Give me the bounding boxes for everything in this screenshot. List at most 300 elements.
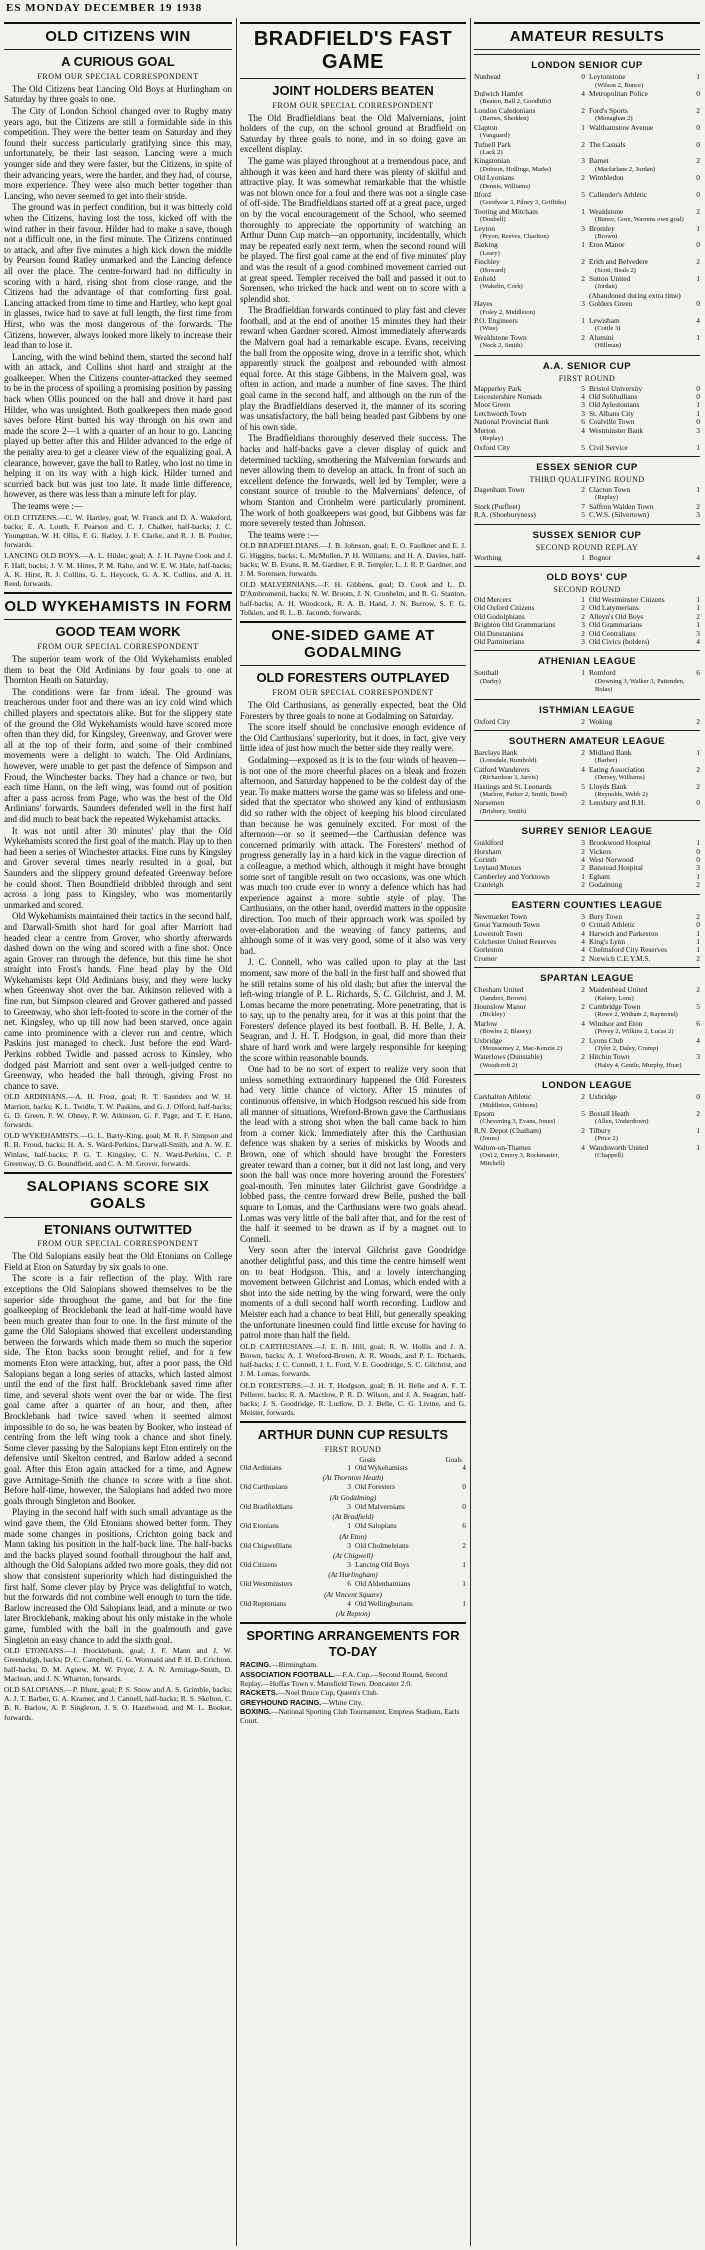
home-scorers: (Dennis, Williams) <box>480 182 531 190</box>
home-team: Lowestoft Town <box>474 928 523 938</box>
home-scorers: (Beaton, Ball 2, Goodliffe) <box>480 98 552 106</box>
home-team: Guildford <box>474 838 504 848</box>
home-goals: 1 <box>581 206 585 216</box>
home-goals: 1 <box>581 668 585 678</box>
result-row <box>474 292 700 300</box>
home-team: Old Godolphians <box>474 611 525 621</box>
home-goals: 2 <box>581 880 585 890</box>
byline: FROM OUR SPECIAL CORRESPONDENT <box>37 642 199 652</box>
away-goals: 1 <box>696 603 700 613</box>
result-row <box>240 1580 466 1588</box>
away-team: Old Solihullians <box>589 392 638 402</box>
home-scorers: (Chevening 3, Evans, Jones) <box>480 1118 556 1126</box>
away-goals: 0 <box>696 798 700 808</box>
home-goals: 5 <box>581 781 585 791</box>
away-team: Old Civics (holders) <box>589 636 650 646</box>
result-row <box>474 1003 700 1020</box>
home-scorers: (Howard) <box>480 266 506 274</box>
divider <box>474 894 700 895</box>
home-scorers: (Vanguard) <box>480 132 510 140</box>
home-team: Catford Wanderers (Richardson 3, Jarvis) <box>474 766 575 783</box>
result-row <box>474 225 700 242</box>
divider <box>474 650 700 651</box>
home-team: Leicestershire Nomads <box>474 392 542 402</box>
home-team: Old Etonians <box>240 1521 279 1531</box>
home-scorers: (Replay) <box>480 435 504 443</box>
away-team: Old Aylestonians <box>589 400 640 410</box>
away-team: Midland Bank (Barber) <box>589 749 690 766</box>
section-round: FIRST ROUND <box>558 373 616 383</box>
home-scorers: (Wakelin, Cork) <box>480 283 523 291</box>
result-row <box>474 1037 700 1054</box>
home-goals: 2 <box>581 846 585 856</box>
away-scorers: (Rowe 2, Witham 2, Raymond) <box>595 1011 678 1019</box>
home-goals: 2 <box>581 798 585 808</box>
paragraph: Old Wykehamists maintained their tactics in the second half, and Darwall-Smith shot hard for goal after Marriott had headed clear a centre from Grover, who shortly afterwards dashed down on the wing and scored with a fine shot. Once again Grover ran through the defence, but this time he shot straight into Frost's hands. Fine head play by the Old Wykehamists kept Old Ardinians busy, and they were lucky when Greenway shot over the bar. Atkinson relieved with a fine run, but Simpson cleared and Grover gathered and passed to Greenway, who shot left-footed to score in the corner of the net. Kingsley, who up till now had been starved, once again came into prominence with a clever run and centre, which Paskins just managed to check. Just before the end Ward-Perkins robbed Twidle and passed across to Kinsley, who dodged past Marriott and sent over a well-judged centre to Greenway, who headed the ball through, giving Frost no chance to save. <box>4 911 232 1091</box>
away-goals: 1 <box>696 748 700 757</box>
result-row <box>240 1600 466 1608</box>
subheadline: JOINT HOLDERS BEATEN <box>272 83 434 98</box>
home-goals: 5 <box>581 510 585 520</box>
away-scorers: (Downing 3, Walker 3, Pattenden, Bolas) <box>595 677 685 694</box>
headline: BRADFIELD'S FAST GAME <box>253 28 453 73</box>
home-team: Old Parmiterians <box>474 636 525 646</box>
column-rule <box>470 18 471 2246</box>
headline: OLD WYKEHAMISTS IN FORM <box>4 598 232 616</box>
result-row <box>474 881 700 889</box>
home-goals: 1 <box>581 871 585 881</box>
home-goals: 2 <box>581 1052 585 1062</box>
home-team: Finchley (Howard) <box>474 258 575 275</box>
home-team: Waterlows (Dunstable) (Woodcroft 2) <box>474 1053 575 1070</box>
away-goals: 0 <box>462 1501 466 1511</box>
home-team: Brighton Old Grammarians <box>474 620 556 630</box>
home-team: Mapperley Park <box>474 383 522 393</box>
result-row <box>474 839 700 847</box>
paragraph: The City of London School changed over to Rugby many years ago, but the Citizens are still a formidable side in this competition. They were the better team on Saturday and they found their success particularly gratifying since this may, unfortunately, be their last season. Lancing were a much younger side and they were faster, but the Citizens, in spite of their advancing years, were the harder, and they had, of course, more experience. They were also much better together than Lancing, who never seemed to get into their stride. <box>4 106 232 201</box>
home-goals: 5 <box>581 442 585 452</box>
home-team: Uxbridge (Moussemey 2, Mac-Kenzie 2) <box>474 1037 575 1054</box>
home-team: Old Dunstanians <box>474 628 524 638</box>
section-title: OLD BOYS' CUP <box>546 571 628 583</box>
home-team: Cromer <box>474 953 497 963</box>
fixture <box>240 1661 466 1670</box>
venue: (At Eton) <box>339 1531 367 1541</box>
sporting-list <box>240 1661 466 1725</box>
away-team: Crittall Athletic <box>589 920 636 930</box>
away-goals: 1 <box>696 72 700 82</box>
venue: (At Bradfield) <box>332 1512 374 1522</box>
away-team: King's Lynn <box>589 936 626 946</box>
column-2 <box>240 18 466 2246</box>
home-team: Hayes (Foley 2, Middleton) <box>474 300 575 317</box>
away-scorers: (Povey 2, Wilkins 2, Lucas 2) <box>595 1028 674 1036</box>
section-round: THIRD QUALIFYING ROUND <box>529 474 645 484</box>
team-list: OLD WYKEHAMISTS.—G. L. Barty-King, goal; M. R. F. Simpson and R. B. Froud, backs; H. A. S. Ward-Perkins, Darwall-Smith, and A. W. E. Winlaw, half-backs; P. G. T. Kingsley, C. N. Ward-Perkins, C. P. Greenway, D. G. Boundfield, and C. A. M. Grover, forwards. <box>4 1131 232 1168</box>
away-goals: 5 <box>696 1001 700 1011</box>
paragraph: The score is a fair reflection of the play. With rare exceptions the Old Salopians showed themselves to be the superior side throughout the game, and but for the fine goalkeeping of Brocklebank the lead at half-time would have been much greater than four to one. In the first minute of the game the Old Salopians showed that excellent understanding between the forwards which made them so much the superior side. The Eton backs soon brought relief, and for a few moments Eton were attacking, but, after a poor pass, the Old Salopians began a long series of attacks, which lasted almost until the end of the first half. Brocklebank saved time after time, and several shots went over the bar or wide. The first goal came after a quarter of an hour, and then, after Brocklebank had twice saved when it seemed almost impossible to do so, he was beaten by Booker, who instead of centring from the left wing took a chance and shot finely. Some clever passing by the Salopians kept Eton entirely on the defensive until Skelton centred, and Barlow added a second goal. After this Eton again attacked for a time, and Agnew gave Armitage-Smith the chance to score with a fine shot. Before half-time, however, the Salopians had added two more goals through Singleton and Booker. <box>4 1273 232 1506</box>
away-team: Uxbridge <box>589 1092 617 1102</box>
home-goals: 2 <box>581 716 585 726</box>
fixture-sport: BOXING. <box>240 1707 272 1717</box>
home-goals: 5 <box>581 383 585 393</box>
home-team: Norsemen (Brisbury, Smith) <box>474 799 575 816</box>
fixture-detail: —National Sporting Club Tournament, Empress Stadium, Earls Court. <box>240 1707 460 1725</box>
away-team: Windsor and Eton (Povey 2, Wilkins 2, Lucas 2) <box>589 1020 690 1037</box>
home-team: Stork (Purfleet) <box>474 501 521 511</box>
home-team: Enfield (Wakelin, Cork) <box>474 275 575 292</box>
home-team: Old Mercers <box>474 594 512 604</box>
home-goals: 3 <box>347 1540 351 1550</box>
home-scorers: (Darby) <box>480 677 501 685</box>
away-goals: 1 <box>462 1579 466 1589</box>
result-row <box>474 783 700 800</box>
home-team: Oxford City <box>474 442 510 452</box>
home-team: Marlow (Bowles 2, Blaney) <box>474 1020 575 1037</box>
away-scorers: (Kelsey, Lons) <box>595 994 634 1002</box>
away-goals: 0 <box>696 417 700 427</box>
fixture-sport: GREYHOUND RACING. <box>240 1697 322 1707</box>
byline: FROM OUR SPECIAL CORRESPONDENT <box>272 100 434 110</box>
subheadline: A CURIOUS GOAL <box>61 54 175 70</box>
home-goals: 3 <box>581 156 585 166</box>
away-team: Eton Manor <box>589 240 625 250</box>
result-row <box>474 946 700 954</box>
divider <box>474 730 700 731</box>
home-scorers: (Oxl 2, Emery 3, Rockmaster, Mitchell) <box>480 1152 560 1168</box>
home-team: Kingstonian (Dobson, Hollings, Marks) <box>474 157 575 174</box>
away-team: Lewisham (Cottle 3) <box>589 317 690 334</box>
team-list: OLD ARDINIANS.—A. H. Frost, goal; R. T. Saunders and W. H. Marriott, backs; K. L. Twidle, T. W. Paskins, and G. J. Offord, half-backs; G. D. Green, F. W. Ohney, P. W. Atkinson, G. F. Page, and T. F. Hann, forwards. <box>4 1092 232 1130</box>
home-scorers: (Dobson, Hollings, Marks) <box>480 165 552 173</box>
home-team: Carshalton Athletic (Middleton, Gibbons) <box>474 1093 575 1110</box>
away-scorers: (Macfarlane 2, Jordan) <box>595 165 656 173</box>
away-goals: 1 <box>462 1598 466 1608</box>
fixture <box>240 1689 466 1698</box>
away-goals: 4 <box>462 1462 466 1472</box>
away-team: Lensbury and R.H. <box>589 798 646 808</box>
home-goals: 3 <box>347 1482 351 1492</box>
home-goals: 4 <box>581 945 585 955</box>
away-goals: 1 <box>696 594 700 604</box>
away-goals: 2 <box>696 781 700 791</box>
home-team: Nunhead <box>474 72 501 82</box>
paragraph: The Old Bradfieldians beat the Old Malvernians, joint holders of the cup, on the school ground at Bradfield on Saturday by three goals to none, and in so doing gave an excellent display. <box>240 112 466 155</box>
paragraph: The score itself should be conclusive enough evidence of the Old Carthusians' superiority, but it does, in fact, give very little idea of just how much the better side they really were. <box>240 722 466 754</box>
away-goals: 1 <box>696 1125 700 1135</box>
divider <box>474 1074 700 1075</box>
divider <box>240 621 466 623</box>
section-title: SOUTHERN AMATEUR LEAGUE <box>508 736 666 747</box>
away-scorers: (Jordan) <box>595 283 617 291</box>
article-old-wykehamists <box>4 598 232 1168</box>
home-goals: 1 <box>581 316 585 326</box>
result-row <box>474 241 700 258</box>
away-team: Sutton United (Jordan) <box>589 275 690 292</box>
away-team: Old Centralians <box>589 628 636 638</box>
fixture-detail: —F.A. Cup.—Second Round, Second Replay.—Hoffas Town v. Mansfield Town. Doncaster 2.0. <box>240 1669 448 1688</box>
paragraph: The teams were :— <box>248 529 319 540</box>
home-goals: 4 <box>581 1018 585 1028</box>
home-team: Old Westminsters <box>240 1579 293 1589</box>
home-goals: 1 <box>581 552 585 562</box>
home-goals: 4 <box>581 1142 585 1152</box>
section-title: SPARTAN LEAGUE <box>540 973 634 985</box>
result-row <box>240 1542 466 1550</box>
home-goals: 6 <box>347 1579 351 1589</box>
home-team: Ilford (Goodyear 3, Pilney 3, Griffiths) <box>474 191 575 208</box>
venue: (At Chigwell) <box>332 1550 374 1560</box>
away-team: Old Latymerians <box>589 603 639 613</box>
away-scorers: (Brown) <box>595 232 618 240</box>
away-team: C.W.S. (Silvertown) <box>589 510 650 520</box>
away-team: Hitchin Town (Haley 4, Gentle, Murphy, Hoar) <box>589 1053 690 1070</box>
home-team: Tufnell Park (Lack 2) <box>474 141 575 158</box>
away-scorers: (Haley 4, Gentle, Murphy, Hoar) <box>595 1061 682 1069</box>
fixture-sport: ASSOCIATION FOOTBALL. <box>240 1669 336 1679</box>
fixture-detail: —White City. <box>321 1697 363 1707</box>
result-row <box>474 986 700 1003</box>
result-row <box>474 799 700 816</box>
paragraph: The game was played throughout at a tremendous pace, and although it was keen and hard there was plenty of skilful and attractive play. It was somewhat remarkable that the whistle was not blown once for a foul and there was not a single case of off-side. The Bradfieldians started off at a great pace, urged on by the vocal encouragement of the School, who seemed thoroughly to appreciate the opportunity of watching an Arthur Dunn Cup match—an opportunity, incidentally, which may be repeated early next term, when the second round will be played. The first goal came at the end of five minutes' play and was the result of a good combined movement carried out at great speed. Templer received the ball and passed it out to Sorensen, who tricked the back and went on to score with a splendid shot. <box>240 155 466 304</box>
away-team: Wandsworth United (Chappell) <box>589 1144 690 1169</box>
result-row <box>474 157 700 174</box>
away-goals: 0 <box>696 846 700 856</box>
result-row <box>474 418 700 426</box>
away-scorers: (Tyler 2, Daley, Crump) <box>595 1044 659 1052</box>
team-list: OLD BRADFIELDIANS.—J. B. Johnson, goal; E. O. Faulkner and E. J. G. Higgins, backs; L. McMullen, P. H. Williams, and H. A. Davies, half-backs; W. B. Evans, R. M. Gardner, F. R. Templer, L. J. R. P. Gardner, and J. M. Sorensen, forwards. <box>240 541 466 578</box>
section-title: LONDON SENIOR CUP <box>531 60 643 72</box>
away-team: Chelmsford City Reserves <box>589 945 668 955</box>
away-goals: 2 <box>696 880 700 890</box>
away-goals: 0 <box>696 122 700 132</box>
home-goals: 2 <box>581 139 585 149</box>
home-team: R.N. Depot (Chatham) (Jones) <box>474 1127 575 1144</box>
sporting-heading: SPORTING ARRANGEMENTS FOR TO-DAY <box>246 1628 460 1659</box>
away-goals: 2 <box>696 911 700 921</box>
away-team: Old Westminster Citizens <box>589 594 665 604</box>
away-goals: 1 <box>696 484 700 494</box>
subheadline: GOOD TEAM WORK <box>55 624 181 640</box>
home-goals: 3 <box>347 1501 351 1511</box>
result-row <box>474 258 700 275</box>
result-row <box>474 1144 700 1169</box>
divider <box>474 456 700 457</box>
team-list: OLD FORESTERS.—J. H. T. Hodgson, goal; B. H. Belle and A. F. T. Pellerer, backs; R. A. Mactlow, P. R. D. Wilson, and J. A. Seagran, half-backs; J. S. Goodridge, R. Ludlow, D. J. Belle, C. G. Livine, and G. Meister, forwards. <box>240 1380 466 1418</box>
home-goals: 1 <box>347 1462 351 1472</box>
away-scorers: (Chappell) <box>595 1152 624 1160</box>
article-bradfield <box>240 28 466 617</box>
away-team: Cambridge Town (Rowe 2, Witham 2, Raymond) <box>589 1003 690 1020</box>
away-goals: 1 <box>696 620 700 630</box>
section-title: EASTERN COUNTIES LEAGUE <box>511 899 663 911</box>
article-godalming <box>240 627 466 1417</box>
away-team: Metropolitan Police <box>589 89 648 99</box>
divider <box>4 1172 232 1174</box>
away-scorers: (Dersey, Williams) <box>595 774 645 782</box>
away-goals: 0 <box>696 89 700 99</box>
away-goals: 1 <box>696 442 700 452</box>
result-row <box>474 427 700 444</box>
away-scorers: (Allen, Underdown) <box>595 1118 649 1126</box>
away-goals: 1 <box>696 928 700 938</box>
away-goals: 0 <box>696 392 700 402</box>
divider <box>240 1622 466 1624</box>
divider <box>240 78 466 79</box>
away-goals: 2 <box>696 105 700 115</box>
result-row <box>474 554 700 562</box>
venue: (At Vincent Square) <box>324 1589 382 1599</box>
result-row <box>474 73 700 90</box>
home-goals: 3 <box>581 838 585 848</box>
divider <box>4 22 232 24</box>
home-team: Leyland Motors <box>474 863 522 873</box>
away-goals: 0 <box>696 299 700 309</box>
away-team: Westminster Bank <box>589 425 644 435</box>
section-title: ESSEX SENIOR CUP <box>536 461 638 473</box>
home-team: Hastings and St. Leonards (Marlow, Parker 2, Smith, Bond) <box>474 783 575 800</box>
away-team: Ford's Sports (Monaghan 2) <box>589 107 690 124</box>
away-team: Clacton Town (Replay) <box>589 486 690 503</box>
home-team: Worthing <box>474 552 502 562</box>
away-goals: 2 <box>462 1540 466 1550</box>
away-team: Lancing Old Boys <box>355 1559 410 1569</box>
home-goals: 2 <box>581 484 585 494</box>
home-goals: 2 <box>581 1125 585 1135</box>
home-team: P.O. Engineers (Wise) <box>474 317 575 334</box>
paragraph: The ground was in perfect condition, but it was bitterly cold when the Citizens, having lost the toss, kicked off with the wind rather in their favour. Hilder had to make a save, though not a difficult one, in the first minute. The Citizens continued to attack, and after five minutes a high kick down the middle by Pearson found Ratley unmarked and the Lancing defence all over the place. The centre-forward had no difficulty in scoring with a hard, rising shot from close range, and the Citizens had the advantage of that comforting first goal. Lancing attacked from time to time and Hartley, who kept goal in glasses, twice had to save at full length, the first time from Hirst, who was the most dangerous of the forwards. The Citizens, however, always looked more likely to increase their lead than to lose it. <box>4 202 232 351</box>
home-goals: 2 <box>581 173 585 183</box>
divider <box>474 49 700 50</box>
home-scorers: (Pryon, Reeves, Charlton) <box>480 232 549 240</box>
away-team: Old Wellingburians <box>355 1598 413 1608</box>
subheadline: OLD FORESTERS OUTPLAYED <box>256 670 450 686</box>
away-team: Lyons Club (Tyler 2, Daley, Crump) <box>589 1037 690 1054</box>
away-team: Lloyds Bank (Reynolds, Webb 2) <box>589 783 690 800</box>
section-round: SECOND ROUND <box>553 584 621 594</box>
away-goals: 3 <box>696 863 700 873</box>
fixture <box>240 1708 466 1725</box>
away-scorers: (Scott, Beals 2) <box>595 266 636 274</box>
home-goals: 2 <box>581 1092 585 1102</box>
result-row <box>474 511 700 519</box>
venue: (At Thornton Heath) <box>322 1473 384 1483</box>
divider <box>474 54 700 55</box>
away-team: Wimbledon <box>589 173 624 183</box>
away-goals: 1 <box>696 408 700 418</box>
result-row <box>474 1127 700 1144</box>
home-goals: 1 <box>581 594 585 604</box>
away-scorers: (Cottle 3) <box>595 325 621 333</box>
away-team: Saffron Walden Town <box>589 501 654 511</box>
result-row <box>474 191 700 208</box>
away-team: Vickers <box>589 846 612 856</box>
headline: ONE-SIDED GAME AT GODALMING <box>271 626 435 662</box>
home-scorers: (Goodyear 3, Pilney 3, Griffiths) <box>480 199 567 207</box>
away-goals: 2 <box>696 764 700 774</box>
away-goals: 2 <box>696 257 700 267</box>
result-row <box>240 1483 466 1491</box>
away-goals: 0 <box>696 1092 700 1102</box>
home-goals: 0 <box>581 920 585 930</box>
home-goals: 2 <box>581 603 585 613</box>
paragraph: The Bradfieldians thoroughly deserved their success. The backs and half-backs gave a clever display of quick and determined tackling, smothering the Malvernian forwards and never allowing them to develop an attack. In front of such an excellent defence the forwards, well led by Templer, were a constant source of trouble to the Malvernians' defence, of whom Stanton and Cronhelm were particularly prominent. The work of both goalkeepers was good, but Gibbens was far more severely tested than Johnson. <box>240 433 466 529</box>
away-goals: 1 <box>462 1559 466 1569</box>
home-goals: 3 <box>581 911 585 921</box>
away-scorers: (Replay) <box>595 494 619 502</box>
home-team: Old Bradfieldians <box>240 1501 293 1511</box>
home-team: Walton-on-Thames (Oxl 2, Emery 3, Rockmaster, Mitchell) <box>474 1144 575 1169</box>
home-goals: 2 <box>581 274 585 283</box>
away-team: Woking <box>589 716 613 726</box>
result-row <box>240 1503 466 1511</box>
home-team: Gorleston <box>474 945 504 955</box>
home-team: Old Oxford Citizens <box>474 603 535 613</box>
home-team: Leyton (Pryon, Reeves, Charlton) <box>474 225 575 242</box>
paragraph: The Old Carthusians, as generally expected, beat the Old Foresters by three goals to none at Godalming on Saturday. <box>240 700 466 721</box>
away-team: Maidenhead United (Kelsey, Lons) <box>589 986 690 1003</box>
section-title: A.A. SENIOR CUP <box>542 360 632 372</box>
section-title: ISTHMIAN LEAGUE <box>539 704 635 716</box>
paragraph: The conditions were far from ideal. The ground was treacherous under foot and there was an icy cold wind which chilled players and spectators alike. But for the slippery state of the ground the Old Wykehamists would have scored more often than they did, for Kingsley, Greenway, and Grover were all at the top of their form, and some of their combined movements were a delight to watch. The Old Ardinians, however, were unable to get past the defence of Simpson and Froud, the Winchester backs. They had a chance or two, but each time Hann, on the left wing, was found out of position after a pass across from Page, who was the best of the Old Ardinians' forwards. Saunders defended well in the first half and did much to beat back the repeated Wykehamist attacks. <box>4 686 232 824</box>
away-scorers: (Reynolds, Webb 2) <box>595 791 648 799</box>
away-team: Old Foresters <box>355 1482 396 1492</box>
team-list: OLD CITIZENS.—C. W. Hartley, goal; W. Franck and D. A. Wakeford, backs; E. A. Louth, F. Pearson and C. J. Chalker, half-backs; J. C. Youngman, W. H. Ollis, F. G. Ratley, J. F. Clarke, and R. J. B. Poulter, forwards. <box>4 512 232 550</box>
home-goals: 2 <box>581 953 585 963</box>
result-row <box>474 1093 700 1110</box>
fixture-detail: —Birmingham. <box>271 1660 318 1670</box>
home-goals: 3 <box>581 636 585 646</box>
home-goals: 1 <box>581 240 585 250</box>
home-goals: 4 <box>347 1598 351 1608</box>
away-team: Banstead Hospital <box>589 863 643 873</box>
home-team: Old Citizens <box>240 1559 278 1569</box>
away-scorers: (Bunce, Gore, Warrens own goal) <box>595 216 684 224</box>
home-team: Great Yarmouth Town <box>474 920 540 930</box>
home-team: Camberley and Yorktown <box>474 871 550 881</box>
home-scorers: (Sanders, Brown) <box>480 994 527 1002</box>
result-row <box>474 444 700 452</box>
divider <box>474 524 700 525</box>
away-goals: 1 <box>696 936 700 946</box>
away-team: Godalming <box>589 880 623 890</box>
dunn-heading: ARTHUR DUNN CUP RESULTS <box>257 1427 449 1443</box>
home-team: Dulwich Hamlet (Beaton, Ball 2, Goodliffe) <box>474 90 575 107</box>
home-goals: 5 <box>581 1109 585 1118</box>
away-team: Old Wykehamists <box>355 1462 408 1472</box>
venue: (At Godalming) <box>329 1492 377 1502</box>
result-row <box>474 141 700 158</box>
away-goals: 2 <box>696 1109 700 1118</box>
home-team: London Caledonians (Barnes, Shedden) <box>474 107 575 124</box>
team-list: OLD MALVERNIANS.—F. H. Gibbens, goal; D. Cook and L. D. D'Ambrumenil, backs; N. W. Broom, J. N. Cronhelm, and R. G. Stanton, half-backs; A. H. Woodcock, R. A. B. Hand, J. N. Burrow, S. F. G. Tolkien, and R. L. B. Jacomb, forwards. <box>240 580 466 617</box>
home-team: Old Lyonians (Dennis, Williams) <box>474 174 575 191</box>
away-team: Bristol University <box>589 383 643 393</box>
divider <box>474 566 700 567</box>
paragraph: The Old Citizens beat Lancing Old Boys at Hurlingham on Saturday by three goals to one. <box>4 83 232 105</box>
result-row <box>474 174 700 191</box>
home-team: Chesham United (Sanders, Brown) <box>474 986 575 1003</box>
paragraph: It was not until after 30 minutes' play that the Old Wykehamists scored the first goal of the match. Play up to then had been a series of Winchester attacks. Fine runs by Kingsley and Grover several times nearly resulted in a goal, but Saunders and the slippery ground defeated Greenway before he could shoot. Then Boundfield dribbled through and sent across a long pass to Kingsley, who was momentarily unmarked and scored. <box>4 825 232 910</box>
away-goals: 4 <box>696 636 700 646</box>
home-team: R.A. (Shoeburyness) <box>474 510 536 520</box>
arthur-dunn-results <box>240 1427 466 1618</box>
section-title: LONDON LEAGUE <box>542 1080 632 1092</box>
divider <box>4 619 232 620</box>
away-goals: 3 <box>696 628 700 638</box>
section-title: ATHENIAN LEAGUE <box>537 656 637 668</box>
away-goals: 0 <box>696 189 700 199</box>
